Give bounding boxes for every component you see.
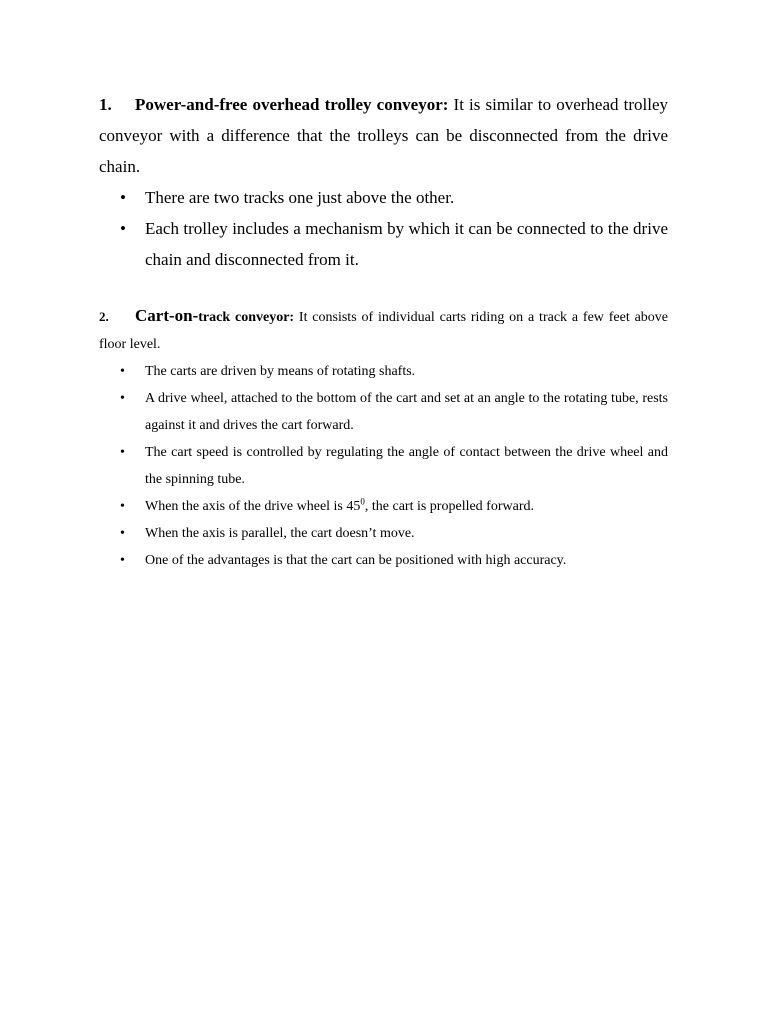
bullet-icon: • xyxy=(120,499,125,514)
list-item-text: Each trolley includes a mechanism by which it can be connected to the drive chain and disconnected from it. xyxy=(145,219,668,269)
section-1-number: 1. xyxy=(99,95,112,114)
list-item-text: The cart speed is controlled by regulating the angle of contact between the drive wheel and the spinning tube. xyxy=(145,445,668,487)
list-item xyxy=(99,213,668,275)
list-item-text-suffix: , the cart is propelled forward. xyxy=(364,499,534,514)
section-2-heading-part-1: Cart-on- xyxy=(135,306,199,325)
list-item-text: When the axis is parallel, the cart doesn’t move. xyxy=(145,526,415,541)
bullet-icon: • xyxy=(120,364,125,379)
section-1-text: It is similar to overhead trolley conveyor with a difference that the trolleys can be disconnected from the drive chain. xyxy=(99,95,668,176)
list-item-text: A drive wheel, attached to the bottom of the cart and set at an angle to the rotating tube, rests against it and drives the cart forward. xyxy=(145,391,668,433)
list-item-text: When the axis of the drive wheel is 45 xyxy=(145,499,361,514)
list-item xyxy=(99,385,668,439)
bullet-icon: • xyxy=(120,188,126,207)
list-item-text: There are two tracks one just above the other. xyxy=(145,188,455,207)
list-item-text: The carts are driven by means of rotating shafts. xyxy=(145,364,416,379)
list-item xyxy=(99,493,668,520)
document-page xyxy=(99,89,668,574)
section-cart-on-track-conveyor xyxy=(99,302,668,574)
section-2-text: It consists of individual carts riding on a track a few feet above floor level. xyxy=(99,310,668,352)
section-1-bullet-list xyxy=(99,182,668,275)
superscript-degree: 0 xyxy=(360,496,365,507)
section-2-bullet-list xyxy=(99,358,668,574)
list-item xyxy=(99,182,668,213)
section-1-paragraph xyxy=(99,89,668,182)
bullet-icon: • xyxy=(120,553,125,568)
section-power-and-free-conveyor xyxy=(99,89,668,275)
list-item xyxy=(99,358,668,385)
section-2-number: 2. xyxy=(99,309,109,324)
bullet-icon: • xyxy=(120,526,125,541)
bullet-icon: • xyxy=(120,219,126,238)
list-item xyxy=(99,547,668,574)
bullet-icon: • xyxy=(120,445,125,460)
list-item xyxy=(99,439,668,493)
section-1-heading: Power-and-free overhead trolley conveyor: xyxy=(135,95,449,114)
section-2-heading-part-2: track conveyor: xyxy=(198,310,295,325)
list-item xyxy=(99,520,668,547)
list-item-text: One of the advantages is that the cart can be positioned with high accuracy. xyxy=(145,553,567,568)
bullet-icon: • xyxy=(120,391,125,406)
section-2-paragraph xyxy=(99,302,668,358)
